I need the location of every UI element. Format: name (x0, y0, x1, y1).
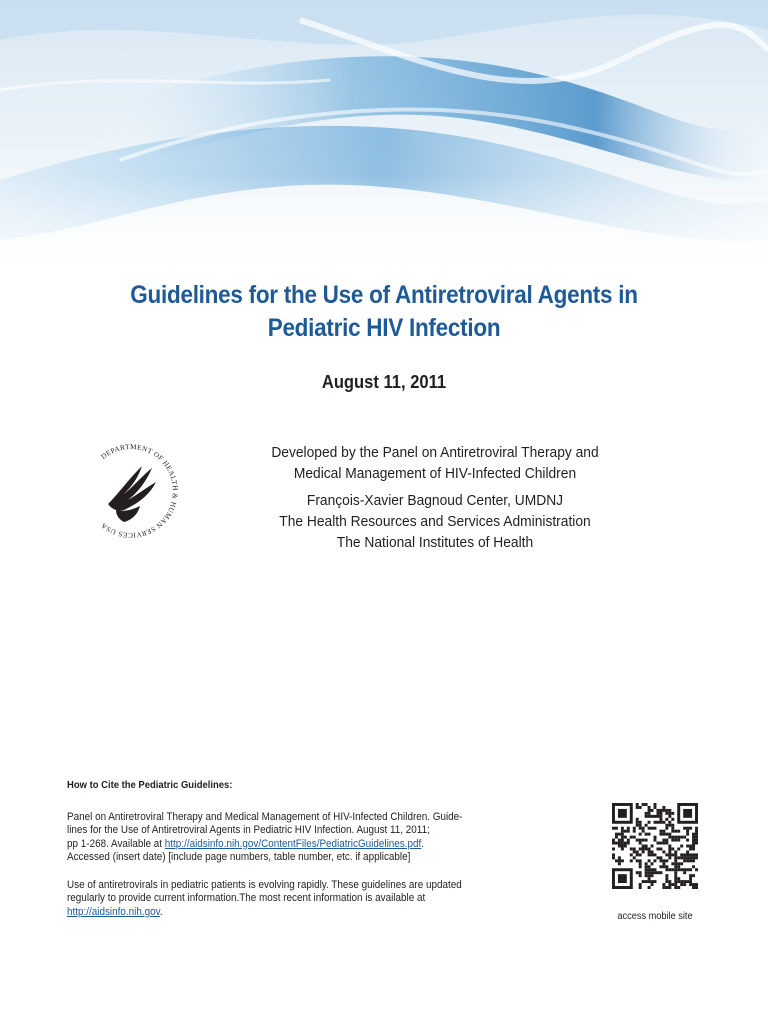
qr-code-icon[interactable] (612, 803, 698, 889)
developed-by-block (205, 442, 665, 553)
citation-line-2: lines for the Use of Antiretroviral Agents in Pediatric HIV Infection. August 11, 2011; (67, 824, 430, 837)
citation-line-1: Panel on Antiretroviral Therapy and Medical Management of HIV-Infected Children. Guide- (67, 811, 463, 823)
seal-text: DEPARTMENT OF HEALTH & HUMAN SERVICES USA (99, 442, 180, 540)
developed-by-line-1: Developed by the Panel on Antiretroviral Therapy and (271, 444, 599, 461)
center-line: François-Xavier Bagnoud Center, UMDNJ (306, 492, 564, 509)
citation-line-3: pp 1-268. Available at http://aidsinfo.nih.gov/ContentFiles/PediatricGuidelines.pdf. (67, 837, 425, 850)
nih-line: The National Institutes of Health (336, 534, 534, 551)
header-wave-artwork (0, 0, 768, 290)
developed-by-line-2: Medical Management of HIV-Infected Children (293, 465, 577, 482)
document-date: August 11, 2011 (321, 372, 447, 392)
citation-paragraph (67, 811, 535, 865)
hhs-seal-logo (80, 440, 182, 542)
citation-heading: How to Cite the Pediatric Guidelines: (67, 779, 233, 791)
svg-text:DEPARTMENT OF HEALTH & HUMAN S (99, 443, 179, 539)
qr-caption: access mobile site (617, 911, 693, 922)
update-line-3: http://aidsinfo.nih.gov. (67, 905, 163, 918)
aidsinfo-link[interactable]: http://aidsinfo.nih.gov (67, 905, 160, 918)
document-title (74, 279, 693, 345)
update-notice-paragraph (67, 879, 535, 919)
title-line-2: Pediatric HIV Infection (267, 314, 501, 342)
title-line-1: Guidelines for the Use of Antiretroviral Agents in (130, 281, 638, 309)
eagle-icon (108, 466, 156, 522)
hrsa-line: The Health Resources and Services Administration (279, 513, 591, 530)
pediatric-guidelines-pdf-link[interactable]: http://aidsinfo.nih.gov/ContentFiles/PediatricGuidelines.pdf (164, 837, 422, 850)
citation-line-4: Accessed (insert date) [include page numbers, table number, etc. if applicable] (67, 851, 411, 864)
update-line-2: regularly to provide current information.The most recent information is available at (67, 892, 426, 905)
update-line-1: Use of antiretrovirals in pediatric patients is evolving rapidly. These guidelines are updated (67, 879, 462, 891)
